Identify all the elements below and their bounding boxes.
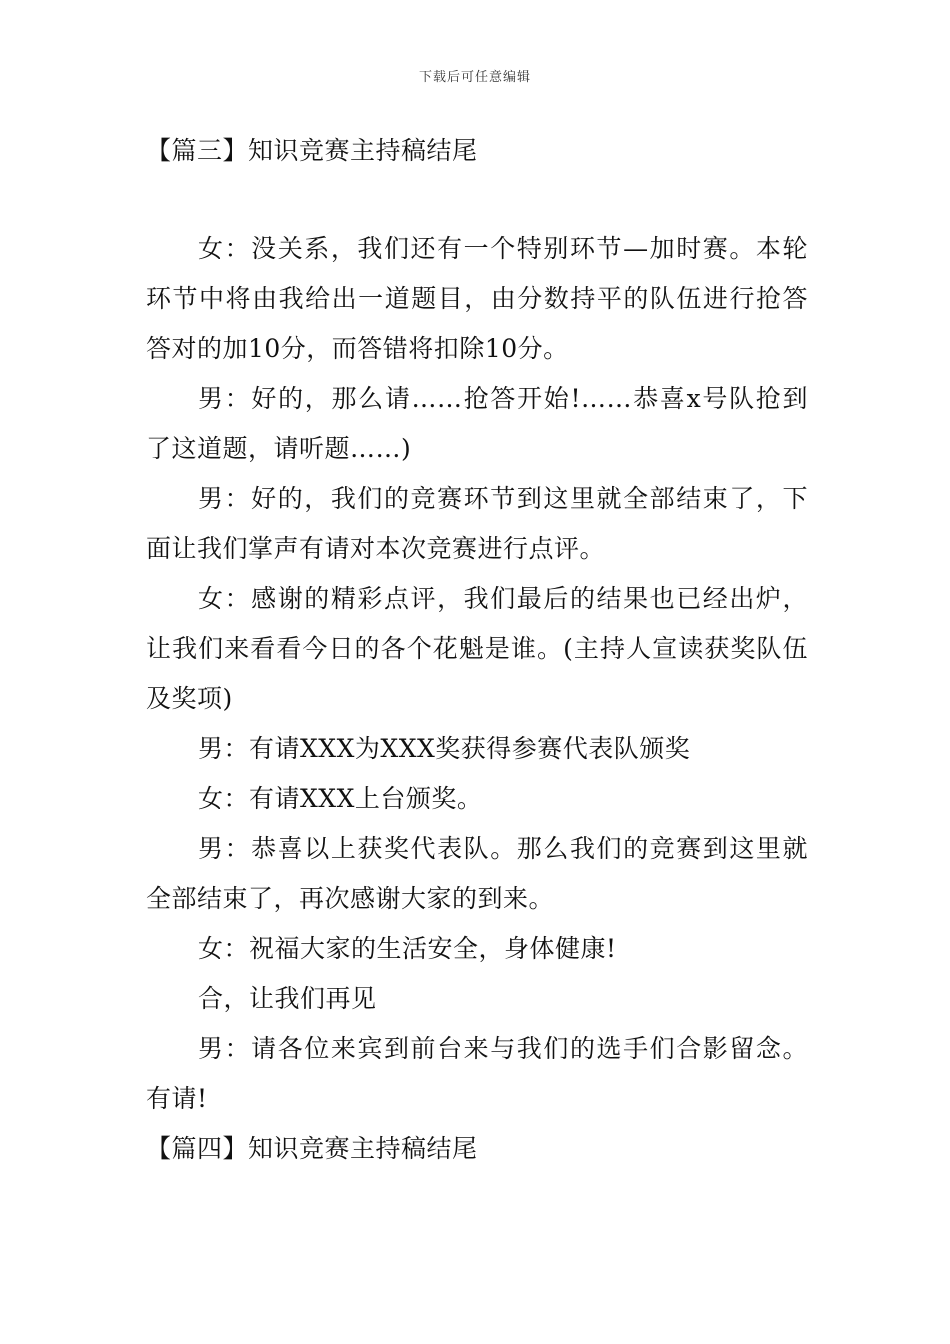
paragraph: 女：没关系，我们还有一个特别环节—加时赛。本轮环节中将由我给出一道题目，由分数持平的队伍进行抢答答对的加10分，而答错将扣除10分。 — [146, 234, 808, 363]
paragraph: 男：有请XXX为XXX奖获得参赛代表队颁奖 — [198, 734, 691, 763]
paragraph: 女：祝福大家的生活安全，身体健康! — [198, 934, 617, 963]
paragraph: 男：请各位来宾到前台来与我们的选手们合影留念。有请! — [146, 1034, 808, 1113]
section-heading-4: 【篇四】知识竞赛主持稿结尾 — [146, 1134, 478, 1163]
paragraph: 男：好的，我们的竞赛环节到这里就全部结束了，下面让我们掌声有请对本次竞赛进行点评。 — [146, 484, 808, 563]
paragraph: 女：有请XXX上台颁奖。 — [198, 784, 483, 813]
document-body — [146, 126, 808, 1174]
paragraph: 男：好的，那么请……抢答开始!……恭喜x号队抢到了这道题，请听题……) — [146, 384, 808, 463]
section-heading-3: 【篇三】知识竞赛主持稿结尾 — [146, 136, 478, 165]
paragraph: 男：恭喜以上获奖代表队。那么我们的竞赛到这里就全部结束了，再次感谢大家的到来。 — [146, 834, 808, 913]
paragraph: 女：感谢的精彩点评，我们最后的结果也已经出炉，让我们来看看今日的各个花魁是谁。(主持人宣读获奖队伍及奖项) — [146, 584, 808, 713]
paragraph: 合，让我们再见 — [198, 984, 377, 1013]
header-note: 下载后可任意编辑 — [418, 70, 531, 85]
